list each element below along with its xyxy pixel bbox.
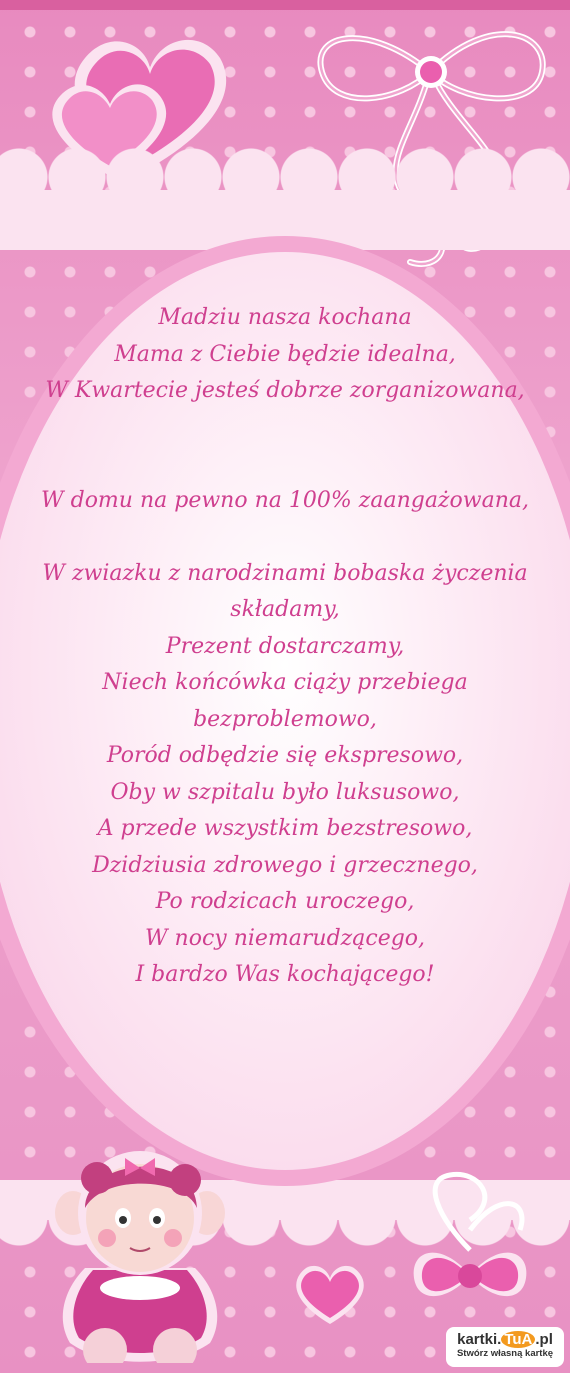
brand-logo[interactable] <box>446 1327 564 1367</box>
baby-girl-illustration <box>45 1118 235 1363</box>
poem-spacer <box>20 446 550 483</box>
poem-line: Niech końcówka ciąży przebiega <box>102 670 468 695</box>
poem-line: Oby w szpitalu było luksusowo, <box>110 779 460 805</box>
top-strip <box>0 0 570 10</box>
logo-brand: kartki. <box>457 1331 502 1348</box>
poem-line: W domu na pewno na 100% zaangażowana, <box>41 487 529 513</box>
poem-line: W nocy niemarudzącego, <box>144 925 426 951</box>
poem-line: A przede wszystkim bezstresowo, <box>97 816 473 841</box>
heart-icon <box>290 1258 370 1328</box>
poem-spacer <box>20 410 550 447</box>
poem-text <box>20 300 550 994</box>
poem-line: W zwiazku z narodzinami bobaska życzenia <box>42 560 528 586</box>
logo-badge: TuA <box>501 1331 535 1348</box>
poem-line: bezproblemowo, <box>193 706 377 732</box>
logo-tld: .pl <box>535 1331 553 1348</box>
logo-text <box>446 1331 564 1348</box>
poem-line: Po rodzicach uroczego, <box>155 889 415 914</box>
pink-bow-icon <box>400 1160 540 1330</box>
poem-line: I bardzo Was kochającego! <box>135 962 435 987</box>
poem-line: Poród odbędzie się ekspresowo, <box>106 743 464 768</box>
logo-tagline: Stwórz własną kartkę <box>456 1348 554 1359</box>
poem-line: Madziu nasza kochana <box>158 305 412 330</box>
poem-spacer <box>20 519 550 556</box>
poem-line: Mama z Ciebie będzie idealna, <box>114 341 456 367</box>
poem-line: Prezent dostarczamy, <box>165 633 405 659</box>
poem-line: składamy, <box>230 597 340 622</box>
poem-line: W Kwartecie jesteś dobrze zorganizowana, <box>45 378 525 403</box>
poem-line: Dzidziusia zdrowego i grzecznego, <box>92 852 478 878</box>
